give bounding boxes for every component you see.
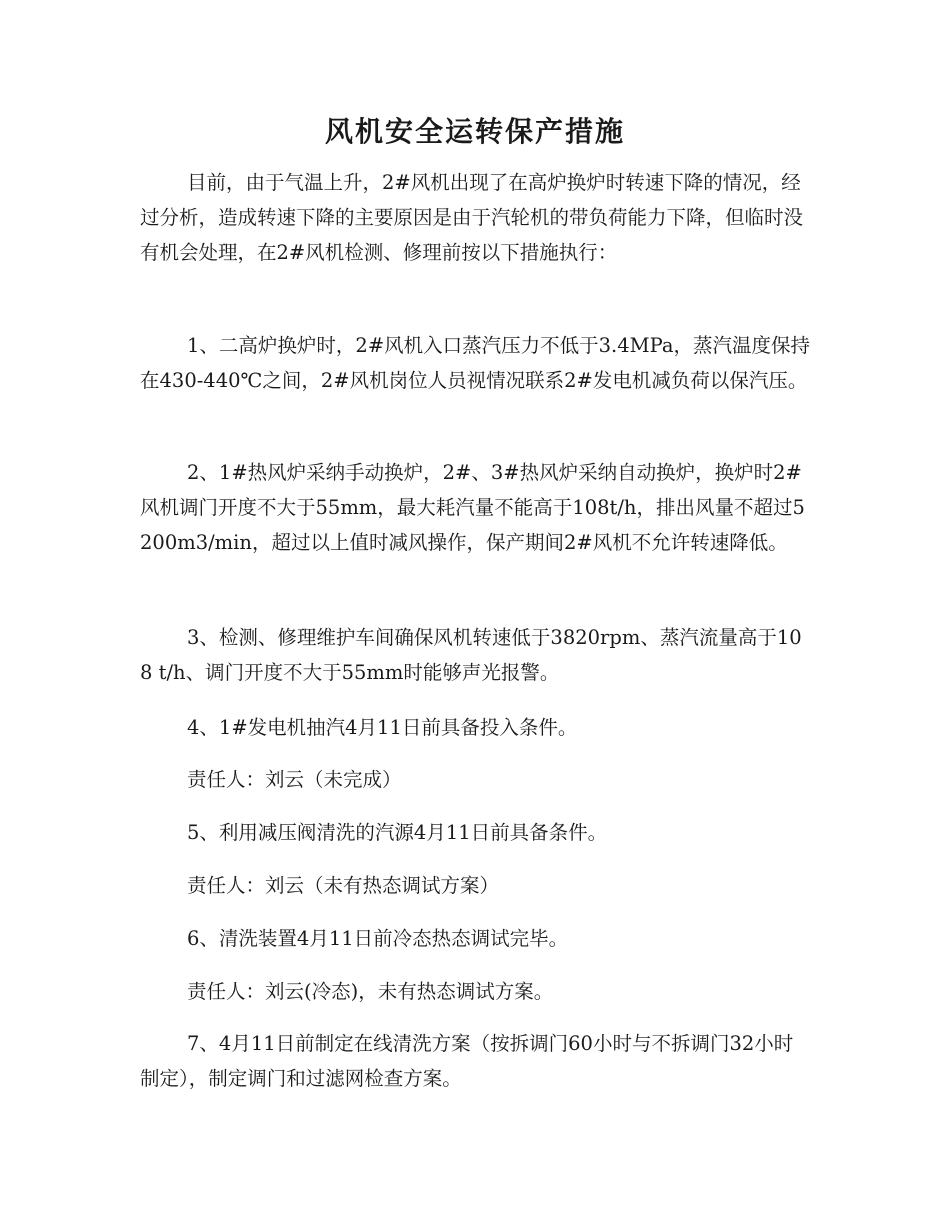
responsible-person-5: 责任人：刘云（未有热态调试方案）: [187, 874, 500, 897]
document-title: 风机安全运转保产措施: [324, 115, 625, 148]
paragraph-measure-2: 2、1#热风炉采纳手动换炉，2#、3#热风炉采纳自动换炉，换炉时2#风机调门开度不大于55mm，最大耗汽量不能高于108t/h，排出风量不超过5200m3/min，超过以上值时减风操作，保产期间2#风机不允许转速降低。: [140, 461, 805, 554]
paragraph-measure-6: 6、清洗装置4月11日前冷态热态调试完毕。: [187, 927, 569, 950]
responsible-person-4: 责任人：刘云（未完成）: [187, 768, 402, 791]
paragraph-intro: 目前，由于气温上升，2#风机出现了在高炉换炉时转速下降的情况，经过分析，造成转速下降的主要原因是由于汽轮机的带负荷能力下降，但临时没有机会处理，在2#风机检测、修理前按以下措施执行：: [140, 171, 804, 264]
paragraph-measure-5: 5、利用减压阀清洗的汽源4月11日前具备条件。: [187, 821, 608, 844]
paragraph-measure-1: 1、二高炉换炉时，2#风机入口蒸汽压力不低于3.4MPa，蒸汽温度保持在430-440℃之间，2#风机岗位人员视情况联系2#发电机减负荷以保汽压。: [140, 334, 811, 392]
paragraph-measure-3: 3、检测、修理维护车间确保风机转速低于3820rpm、蒸汽流量高于108 t/h、调门开度不大于55mm时能够声光报警。: [140, 626, 802, 684]
paragraph-measure-4: 4、1#发电机抽汽4月11日前具备投入条件。: [187, 716, 578, 739]
responsible-person-6: 责任人：刘云(冷态)，未有热态调试方案。: [187, 980, 554, 1003]
paragraph-measure-7: 7、4月11日前制定在线清洗方案（按拆调门60小时与不拆调门32小时制定），制定调门和过滤网检查方案。: [140, 1032, 794, 1090]
